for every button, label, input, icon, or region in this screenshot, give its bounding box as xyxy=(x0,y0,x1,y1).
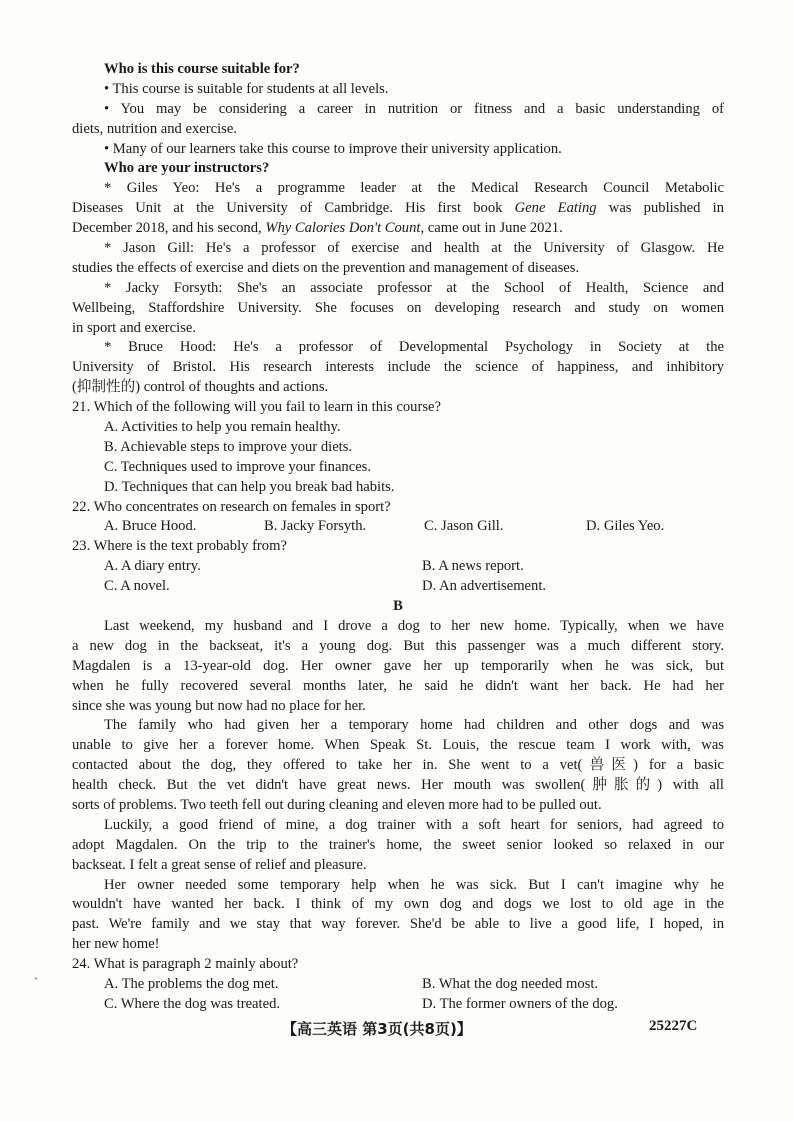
question-22-option: A. Bruce Hood. xyxy=(104,518,197,535)
instructor-yeo: * Giles Yeo: He's a programme leader at the Medical Research Council Metabolic xyxy=(104,180,724,197)
question-21-option: D. Techniques that can help you break bad habits. xyxy=(104,478,395,495)
heading-suitable: Who is this course suitable for? xyxy=(104,61,300,77)
question-24-option: B. What the dog needed most. xyxy=(422,975,599,992)
question-23-option: C. A novel. xyxy=(104,578,170,595)
instructor-hood: * Bruce Hood: He's a professor of Developmental Psychology in Society at the xyxy=(104,339,724,356)
page-content xyxy=(72,60,724,1015)
passage-b-line: past. We're family and we stay that way forever. She'd be able to live a good life, I hoped, in xyxy=(72,916,724,933)
suitable-item-cont: diets, nutrition and exercise. xyxy=(72,120,237,137)
instructor-gill: * Jason Gill: He's a professor of exercise and health at the University of Glasgow. He xyxy=(104,240,724,257)
passage-b-line: sorts of problems. Two teeth fell out during cleaning and eleven more had to be pulled out. xyxy=(72,796,602,813)
passage-b-line: her new home! xyxy=(72,936,160,953)
passage-b-line: since she was young but now had no place for her. xyxy=(72,697,366,714)
passage-b-line: Luckily, a good friend of mine, a dog trainer with a soft heart for seniors, had agreed to xyxy=(104,816,724,833)
suitable-item: • You may be considering a career in nutrition or fitness and a basic understanding of xyxy=(104,100,724,117)
footer-title: 【高三英语 第3页(共8页)】 xyxy=(282,1020,472,1038)
question-21-stem: 21. Which of the following will you fail to learn in this course? xyxy=(72,399,441,416)
question-23-option: B. A news report. xyxy=(422,558,524,575)
question-24-options-row xyxy=(72,975,724,995)
question-22-option: B. Jacky Forsyth. xyxy=(264,518,367,535)
passage-b-line: contacted about the dog, they offered to take her in. She went to a vet(兽医) for a basic xyxy=(72,757,724,774)
passage-b-line: health check. But the vet didn't have great news. Her mouth was swollen(肿胀的) with all xyxy=(72,777,724,794)
footer-code: 25227C xyxy=(649,1018,698,1034)
question-22-option: C. Jason Gill. xyxy=(424,518,504,535)
question-23-options-row xyxy=(72,577,724,597)
instructor-forsyth-cont: Wellbeing, Staffordshire University. She focuses on developing research and study on women xyxy=(72,299,724,316)
text-run: was published in xyxy=(596,200,724,217)
question-24-option: C. Where the dog was treated. xyxy=(104,995,281,1012)
page-footer xyxy=(0,1018,793,1038)
question-21-option: C. Techniques used to improve your finances. xyxy=(104,458,372,475)
text-run: , came out in June 2021. xyxy=(420,220,563,237)
question-24-option: D. The former owners of the dog. xyxy=(422,995,618,1012)
question-22-option: D. Giles Yeo. xyxy=(586,518,665,535)
text-run: Diseases Unit at the University of Cambridge. His first book xyxy=(72,200,515,217)
passage-b-line: Her owner needed some temporary help when he was sick. But I can't imagine why he xyxy=(104,876,724,893)
instructor-gill-cont: studies the effects of exercise and diets on the prevention and management of diseases. xyxy=(72,259,580,276)
question-22-options xyxy=(72,517,724,537)
question-24-stem: 24. What is paragraph 2 mainly about? xyxy=(72,956,299,973)
instructor-hood-cont: (抑制性的) control of thoughts and actions. xyxy=(72,379,329,396)
passage-b-line: Magdalen is a 13-year-old dog. Her owner gave her up temporarily when he was sick, but xyxy=(72,657,724,674)
book-title-gene-eating: Gene Eating xyxy=(514,200,597,217)
question-23-options-row xyxy=(72,557,724,577)
heading-instructors: Who are your instructors? xyxy=(104,160,270,177)
passage-b-line: a new dog in the backseat, it's a young dog. But this passenger was a much different story. xyxy=(72,637,724,654)
text-run: December 2018, and his second, xyxy=(72,220,266,237)
suitable-item: • Many of our learners take this course to improve their university application. xyxy=(104,140,562,157)
instructor-yeo-cont xyxy=(72,219,724,239)
instructor-hood-cont: University of Bristol. His research interests include the science of happiness, and inhibitory xyxy=(72,359,724,376)
passage-b-line: wouldn't have wanted her back. I think of my own dog and dogs we lost to old age in the xyxy=(72,896,724,913)
passage-b-line: The family who had given her a temporary home had children and other dogs and was xyxy=(104,717,724,734)
instructor-forsyth-cont: in sport and exercise. xyxy=(72,319,197,336)
book-title-why-calories: Why Calories Don't Count xyxy=(265,220,421,237)
passage-b-line: backseat. I felt a great sense of relief and pleasure. xyxy=(72,856,367,873)
section-b-label: B xyxy=(393,598,403,615)
question-21-option: B. Achievable steps to improve your diets. xyxy=(104,438,353,455)
question-24-option: A. The problems the dog met. xyxy=(104,975,279,992)
question-24-options-row xyxy=(72,995,724,1015)
passage-b-line: Last weekend, my husband and I drove a dog to her new home. Typically, when we have xyxy=(104,617,724,634)
question-23-option: D. An advertisement. xyxy=(422,578,547,595)
instructor-yeo-cont xyxy=(72,199,724,219)
passage-b-line: when he fully recovered several months later, he said he didn't want her back. He had her xyxy=(72,677,724,694)
question-22-stem: 22. Who concentrates on research on females in sport? xyxy=(72,498,391,515)
passage-b-line: adopt Magdalen. On the trip to the trainer's home, the sweet senior looked so relaxed in our xyxy=(72,836,724,853)
suitable-item: • This course is suitable for students at all levels. xyxy=(104,80,389,97)
question-21-option: A. Activities to help you remain healthy. xyxy=(104,419,341,436)
instructor-forsyth: * Jacky Forsyth: She's an associate professor at the School of Health, Science and xyxy=(104,279,724,296)
passage-b-line: unable to give her a forever home. When Speak St. Louis, the rescue team I work with, was xyxy=(72,737,724,754)
question-23-stem: 23. Where is the text probably from? xyxy=(72,538,287,555)
scan-mark: ˋ xyxy=(34,975,38,989)
question-23-option: A. A diary entry. xyxy=(104,558,201,575)
